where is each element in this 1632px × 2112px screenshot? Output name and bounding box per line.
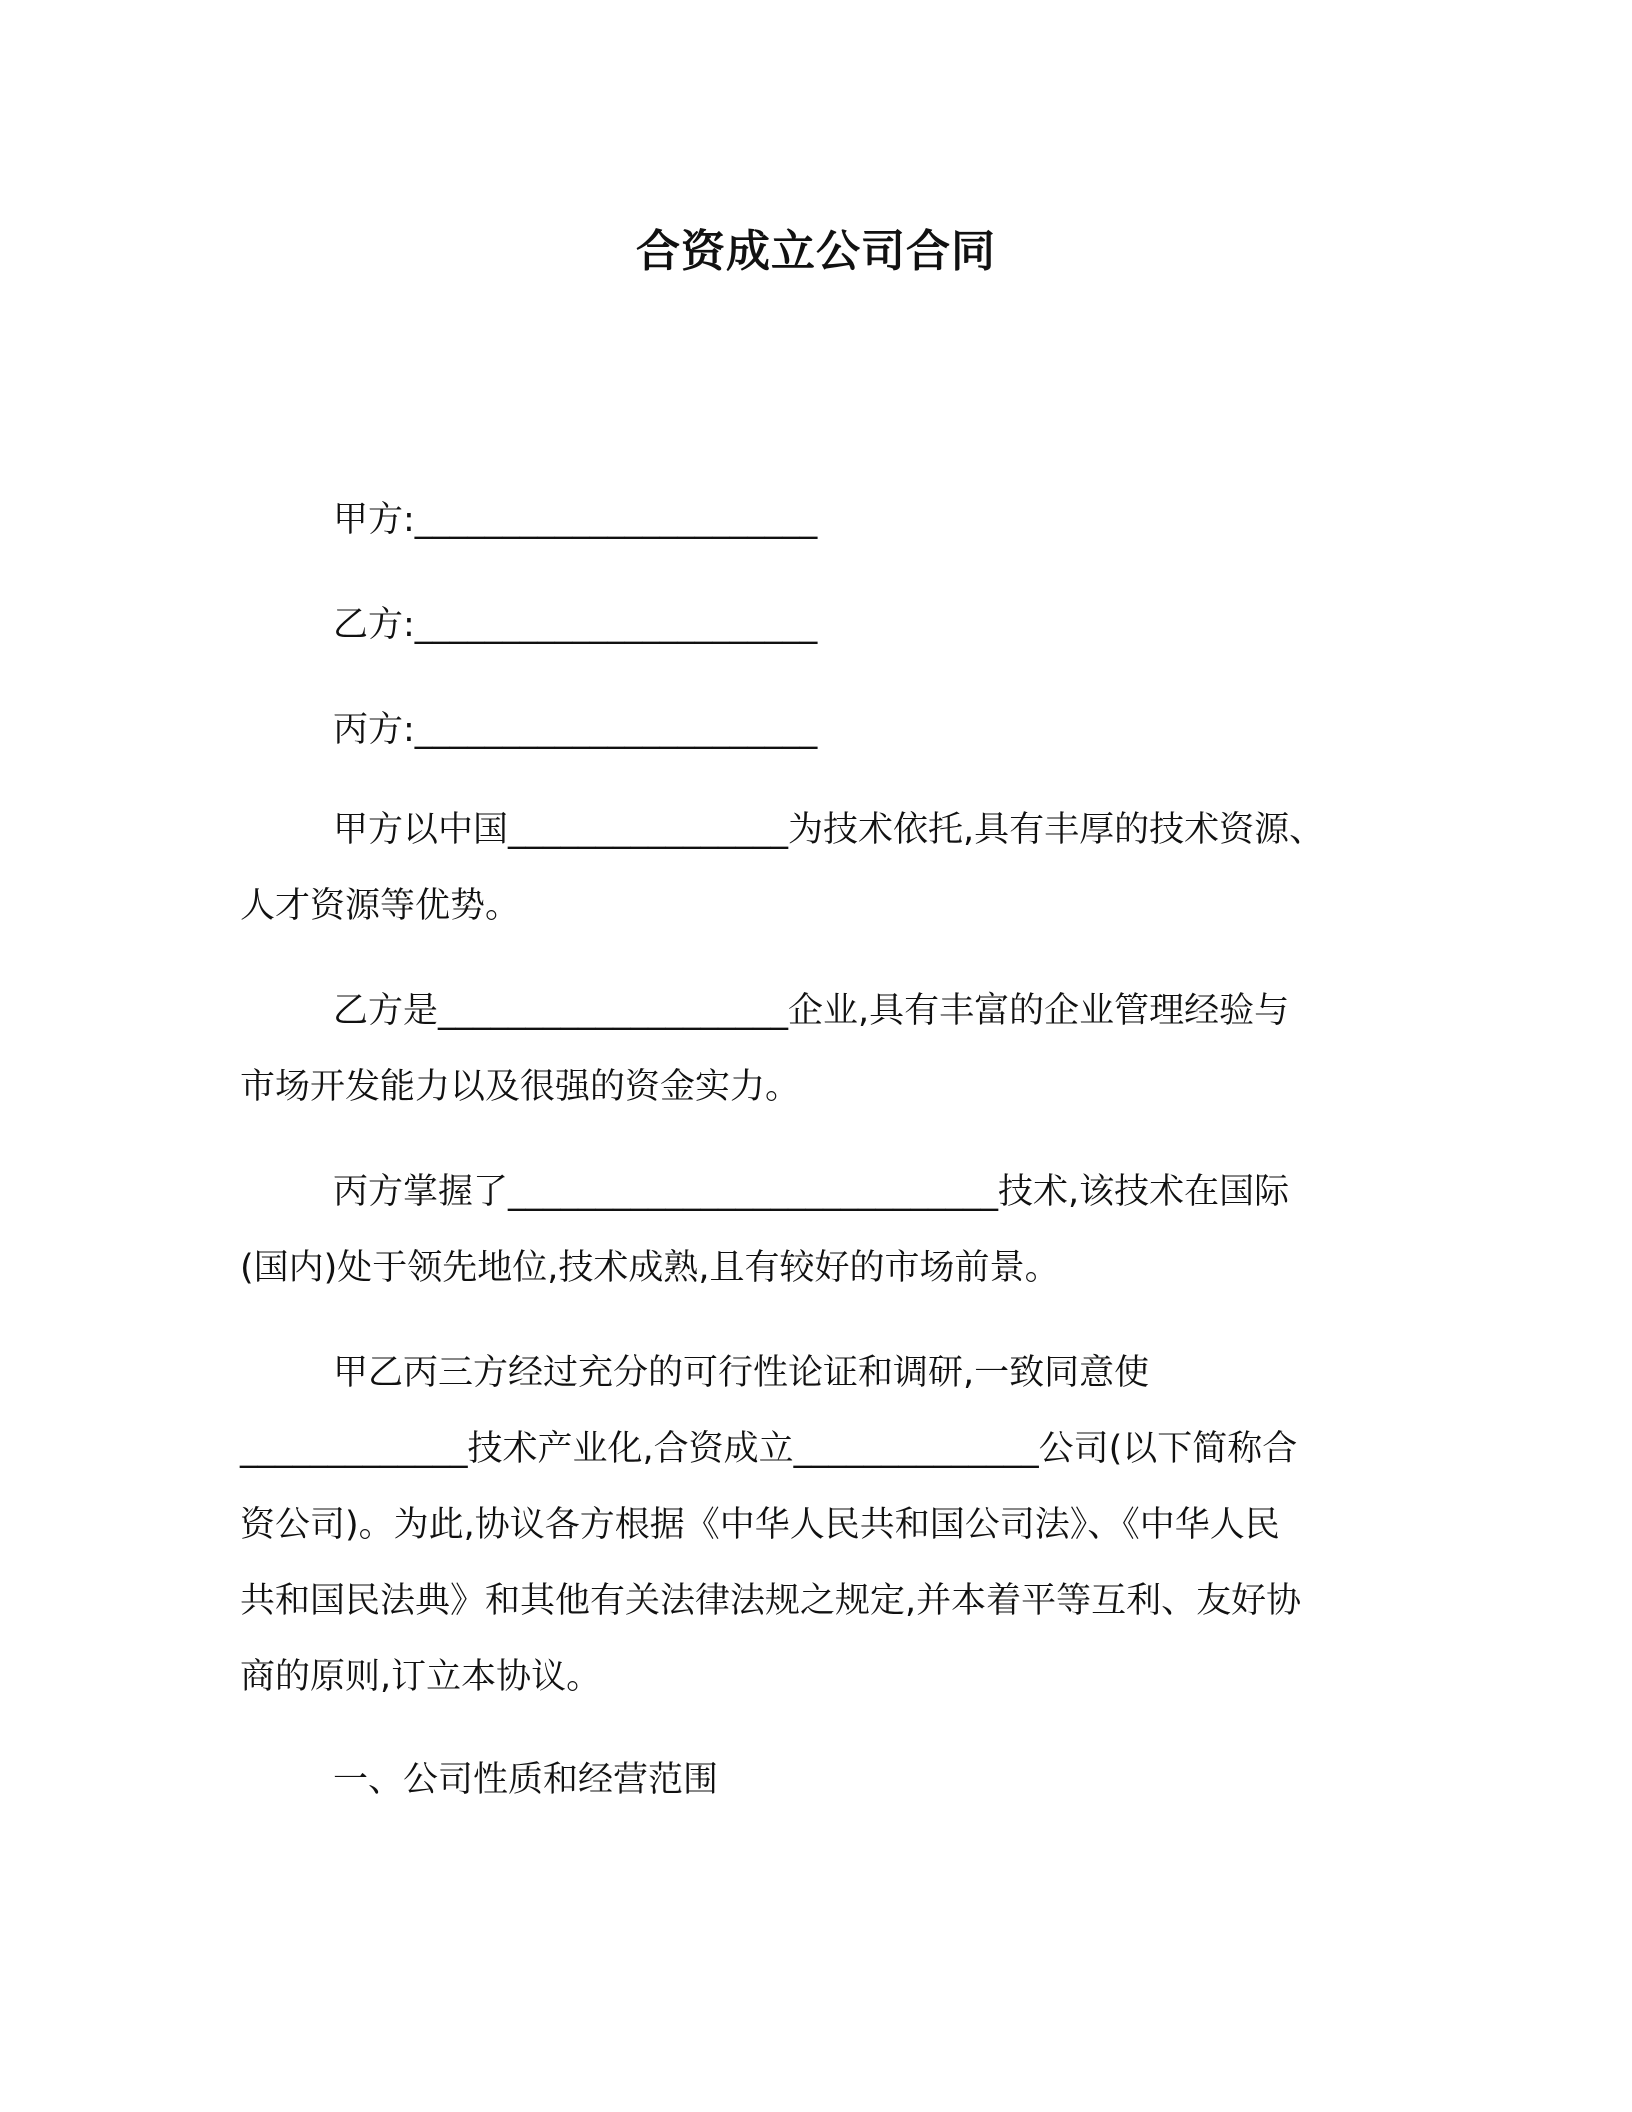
paragraph-party-b-intro xyxy=(240,973,1400,1125)
paragraph-line: 资公司)。为此,协议各方根据《中华人民共和国公司法》、《中华人民 xyxy=(240,1505,1280,1545)
paragraph-line: 乙方是____________________企业,具有丰富的企业管理经验与 xyxy=(333,991,1290,1031)
section-heading: 一、公司性质和经营范围 xyxy=(333,1760,719,1800)
party-a-line: 甲方:_______________________ xyxy=(333,500,818,540)
paragraph-line: 人才资源等优势。 xyxy=(240,886,521,926)
paragraph-party-c-intro xyxy=(240,1154,1400,1306)
paragraph-party-a-intro xyxy=(240,792,1400,944)
paragraph-line: 共和国民法典》和其他有关法律法规之规定,并本着平等互利、友好协 xyxy=(240,1581,1302,1621)
paragraph-line: 商的原则,订立本协议。 xyxy=(240,1657,602,1697)
paragraph-agreement-basis xyxy=(240,1335,1400,1715)
party-c-line: 丙方:_______________________ xyxy=(333,710,818,750)
paragraph-line: 甲方以中国________________为技术依托,具有丰厚的技术资源、 xyxy=(333,810,1325,850)
party-b-line: 乙方:_______________________ xyxy=(333,605,818,645)
paragraph-line: _____________技术产业化,合资成立______________公司(以下简称合 xyxy=(240,1429,1298,1469)
document-title: 合资成立公司合同 xyxy=(636,226,996,277)
paragraph-line: (国内)处于领先地位,技术成熟,且有较好的市场前景。 xyxy=(240,1248,1060,1288)
paragraph-line: 甲乙丙三方经过充分的可行性论证和调研,一致同意使 xyxy=(333,1353,1150,1393)
paragraph-line: 丙方掌握了____________________________技术,该技术在国际 xyxy=(333,1172,1290,1212)
paragraph-line: 市场开发能力以及很强的资金实力。 xyxy=(240,1067,801,1107)
